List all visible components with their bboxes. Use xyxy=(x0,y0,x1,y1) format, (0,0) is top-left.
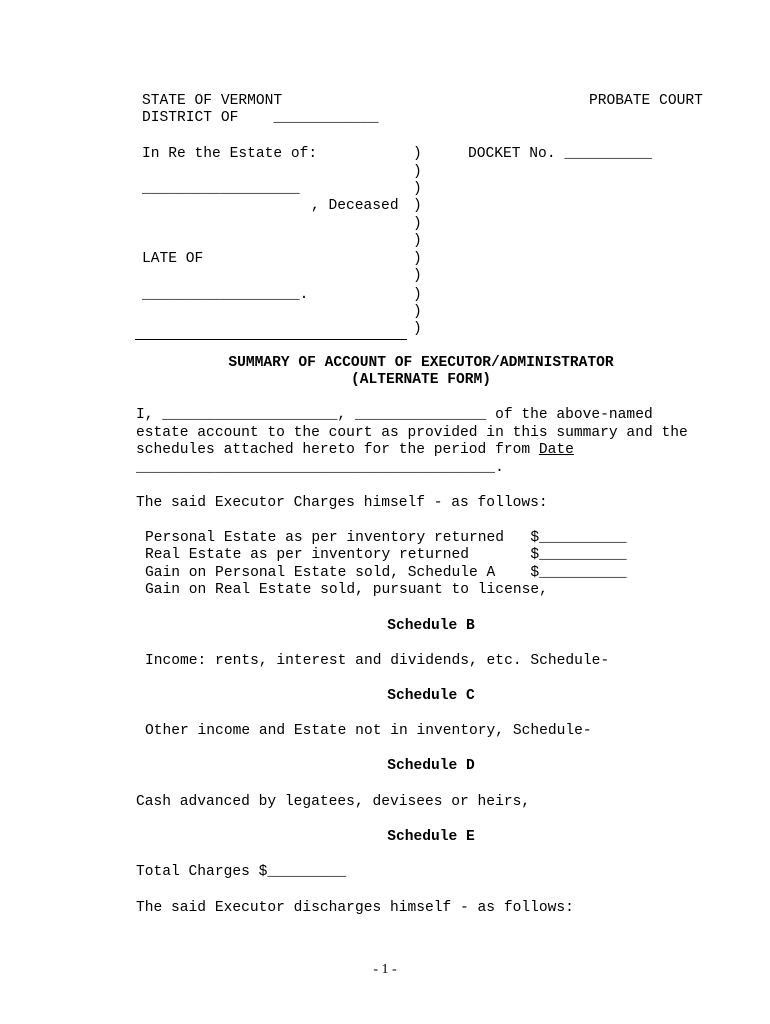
charge-item: Gain on Personal Estate sold, Schedule A $__________ xyxy=(145,565,627,581)
decedent-name-blank: __________________ xyxy=(142,181,300,197)
charge-item: Personal Estate as per inventory returned $__________ xyxy=(145,530,627,546)
page-number: - 1 - xyxy=(373,962,397,977)
caption-paren-11: ) xyxy=(413,321,422,337)
schedule-e-title: Schedule E xyxy=(387,829,475,845)
intro-line-1: I, ____________________, _______________ of the above-named xyxy=(136,407,653,423)
late-of-label: LATE OF xyxy=(142,251,204,267)
schedule-d-title: Schedule D xyxy=(387,758,475,774)
caption-paren-3: ) xyxy=(413,181,422,197)
date-field[interactable]: Date xyxy=(538,442,574,458)
schedule-c-title: Schedule C xyxy=(387,688,475,704)
caption-paren-7: ) xyxy=(413,251,422,267)
caption-paren-1: ) xyxy=(413,146,422,162)
caption-paren-10: ) xyxy=(413,304,422,320)
total-charges: Total Charges $_________ xyxy=(136,864,347,880)
intro-line-4: _________________________________________. xyxy=(136,460,504,476)
deceased-label: , Deceased xyxy=(311,198,399,214)
caption-bottom-rule xyxy=(135,339,407,340)
docket-number: DOCKET No. __________ xyxy=(468,146,652,162)
intro-line-3 xyxy=(136,442,574,459)
charge-item: Gain on Real Estate sold, pursuant to license, xyxy=(145,582,548,598)
schedule-c-text: Other income and Estate not in inventory, Schedule- xyxy=(145,723,592,739)
caption-paren-9: ) xyxy=(413,287,422,303)
district-label: DISTRICT OF ____________ xyxy=(142,110,379,126)
state-label: STATE OF VERMONT xyxy=(142,93,283,109)
caption-paren-6: ) xyxy=(413,233,422,249)
charge-item: Real Estate as per inventory returned $__________ xyxy=(145,547,627,563)
discharges-heading: The said Executor discharges himself - as follows: xyxy=(136,900,574,916)
in-re-label: In Re the Estate of: xyxy=(142,146,318,162)
document-subtitle: (ALTERNATE FORM) xyxy=(350,372,492,388)
schedule-d-text: Cash advanced by legatees, devisees or heirs, xyxy=(136,794,531,810)
schedule-b-title: Schedule B xyxy=(387,618,475,634)
intro-line-3-text: schedules attached hereto for the period from xyxy=(136,442,539,458)
schedule-b-text: Income: rents, interest and dividends, etc. Schedule- xyxy=(145,653,610,669)
intro-line-2: estate account to the court as provided in this summary and the xyxy=(136,425,688,441)
caption-paren-2: ) xyxy=(413,164,422,180)
caption-paren-5: ) xyxy=(413,216,422,232)
document-title: SUMMARY OF ACCOUNT OF EXECUTOR/ADMINISTRATOR xyxy=(228,355,614,371)
caption-paren-4: ) xyxy=(413,198,422,214)
court-label: PROBATE COURT xyxy=(589,93,703,109)
charges-heading: The said Executor Charges himself - as follows: xyxy=(136,495,548,511)
caption-paren-8: ) xyxy=(413,268,422,284)
late-of-blank: __________________. xyxy=(142,287,309,303)
